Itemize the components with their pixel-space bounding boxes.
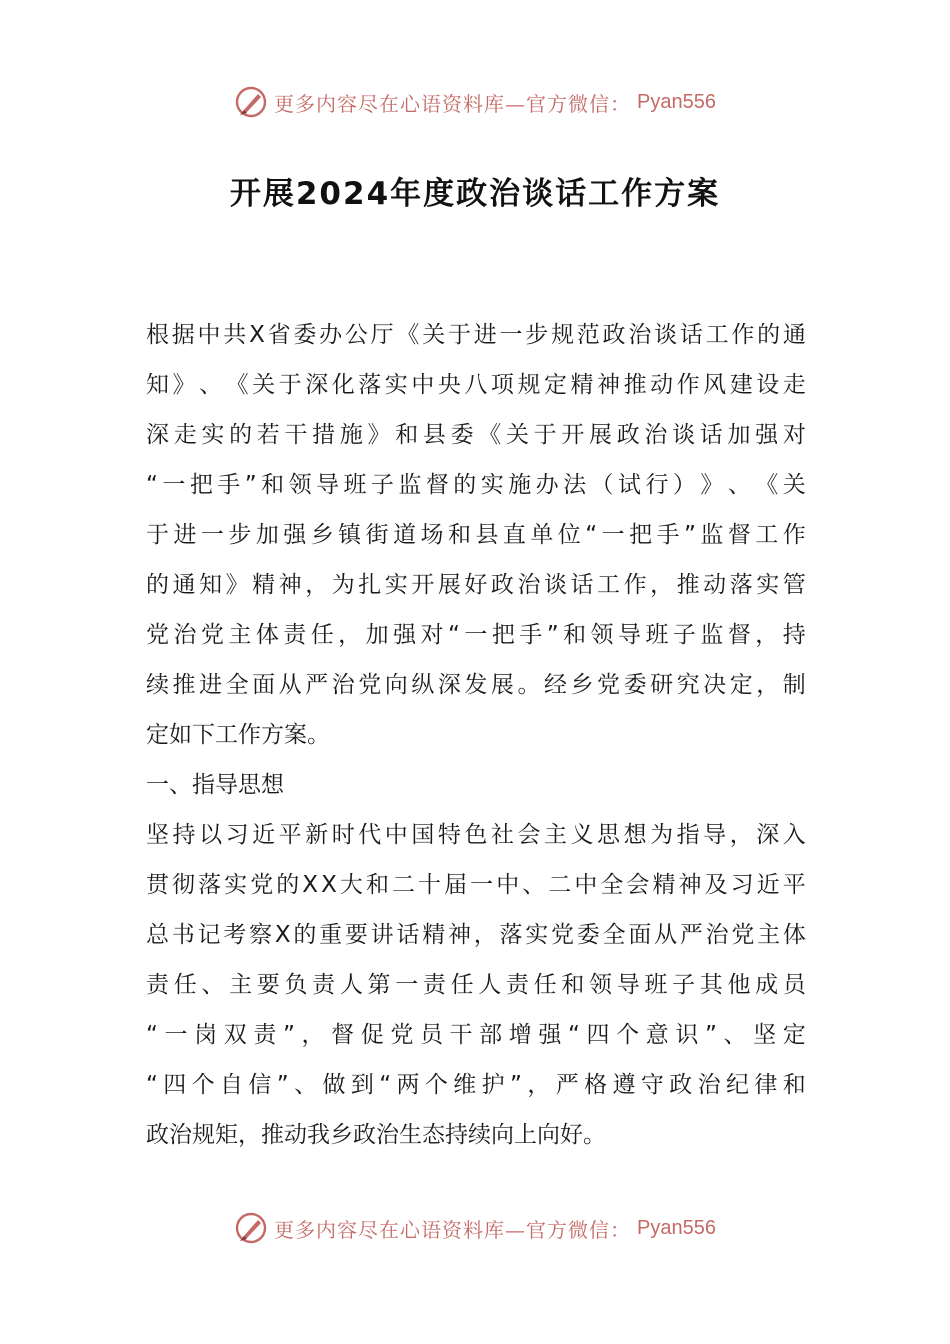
document-body [146, 310, 806, 1160]
body-line: 深 走 实 的 若 干 措 施 》 和 县 委 《 关 于 开 展 政 治 谈 话 加 强 对 [146, 422, 806, 448]
pen-logo-icon [234, 85, 268, 119]
watermark-banner-bottom [0, 1208, 950, 1248]
body-line: “ 一 岗 双 责 ” ， 督 促 党 员 干 部 增 强 “ 四 个 意 识 ” 、 坚 定 [146, 1022, 806, 1048]
body-line: “ 四 个 自 信 ” 、 做 到 “ 两 个 维 护 ” ， 严 格 遵 守 政 治 纪 律 和 [146, 1072, 806, 1098]
body-line: 一、指导思想 [146, 772, 284, 798]
body-line: “ 一 把 手 ” 和 领 导 班 子 监 督 的 实 施 办 法 （ 试 行 ） 》 、 《 关 [146, 472, 806, 498]
body-line: 的 通 知 》 精 神 ， 为 扎 实 开 展 好 政 治 谈 话 工 作 ， 推 动 落 实 管 [146, 572, 806, 598]
body-line: 定如下工作方案。 [146, 722, 330, 748]
body-line: 总 书 记 考 察 X 的 重 要 讲 话 精 神 ， 落 实 党 委 全 面 从 严 治 党 主 体 [146, 922, 806, 948]
document-title: 开展2024年度政治谈话工作方案 [229, 176, 721, 212]
watermark-text: 更多内容尽在心语资料库—官方微信： [274, 1217, 632, 1242]
pen-logo-icon [234, 1211, 268, 1245]
body-line: 续 推 进 全 面 从 严 治 党 向 纵 深 发 展 。 经 乡 党 委 研 究 决 定 ， 制 [146, 672, 806, 698]
body-line: 党 治 党 主 体 责 任 ， 加 强 对 “ 一 把 手 ” 和 领 导 班 子 监 督 ， 持 [146, 622, 806, 648]
body-line: 坚 持 以 习 近 平 新 时 代 中 国 特 色 社 会 主 义 思 想 为 指 导 ， 深 入 [146, 822, 806, 848]
body-line: 贯 彻 落 实 党 的 X X 大 和 二 十 届 一 中 、 二 中 全 会 精 神 及 习 近 平 [146, 872, 806, 898]
body-line: 政治规矩，推动我乡政治生态持续向上向好。 [146, 1122, 606, 1148]
watermark-id: Pyan556 [637, 90, 716, 113]
body-line: 根 据 中 共 X 省 委 办 公 厅 《 关 于 进 一 步 规 范 政 治 谈 话 工 作 的 通 [146, 322, 806, 348]
watermark-banner-top [0, 82, 950, 122]
body-line: 知 》 、 《 关 于 深 化 落 实 中 央 八 项 规 定 精 神 推 动 作 风 建 设 走 [146, 372, 806, 398]
body-line: 责 任 、 主 要 负 责 人 第 一 责 任 人 责 任 和 领 导 班 子 其 他 成 员 [146, 972, 806, 998]
watermark-id: Pyan556 [637, 1216, 716, 1239]
body-line: 于 进 一 步 加 强 乡 镇 街 道 场 和 县 直 单 位 “ 一 把 手 ” 监 督 工 作 [146, 522, 806, 548]
watermark-text: 更多内容尽在心语资料库—官方微信： [274, 91, 632, 116]
